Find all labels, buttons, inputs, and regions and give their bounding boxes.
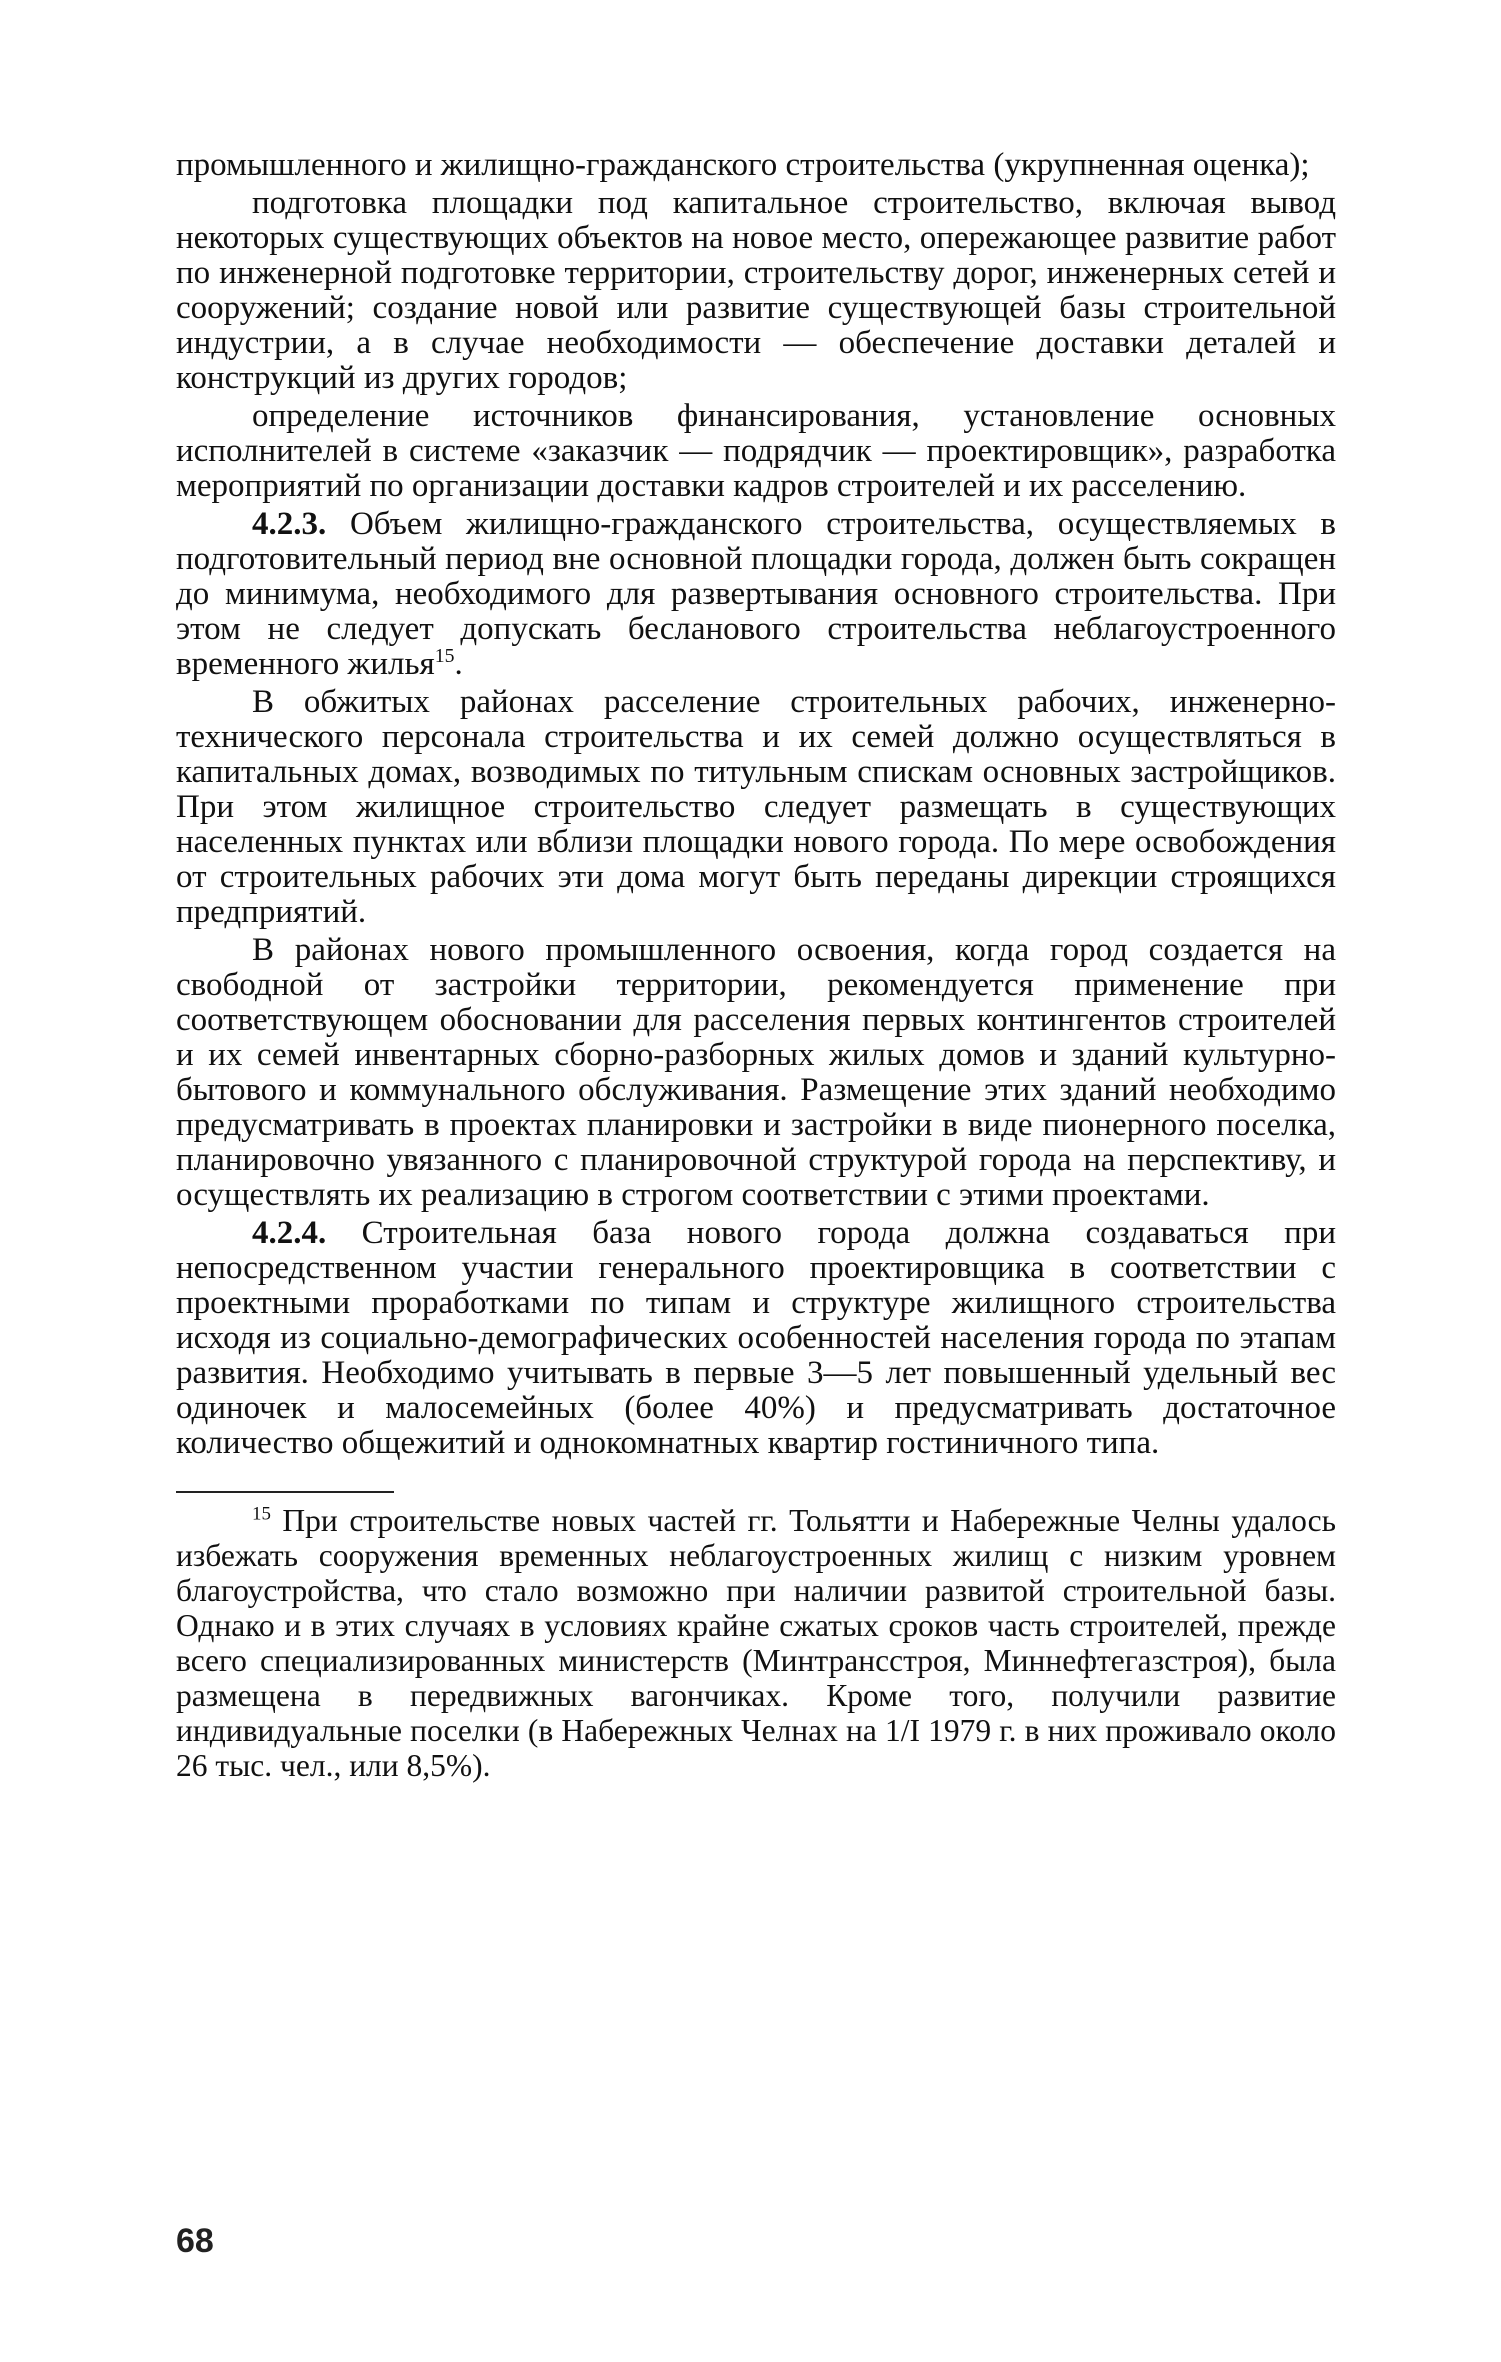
- paragraph-text: подготовка площадки под капитальное строительство, включая вывод некоторых существующих объектов на новое место, опережающее развитие работ по инженерной подготовке территории, строительству дорог, инженерных сетей и сооружений; создание новой или развитие существующей базы строительной индустрии, а в случае необходимости — обеспечение доставки деталей и конструкций из других городов;: [176, 185, 1336, 396]
- paragraph-text: Объем жилищно-гражданского строительства, осуществляемых в подготовительный период вне основной площадки города, должен быть сокращен до минимума, необходимого для развертывания основного строительства. При этом не следует допускать бесланового строительства неблагоустроенного временного жилья: [176, 506, 1336, 682]
- section-4-2-3: [176, 507, 1336, 682]
- paragraph-text: В обжитых районах расселение строительных рабочих, инженерно-технического персонала строительства и их семей должно осуществляться в капитальных домах, возводимых по титульным спискам основных застройщиков. При этом жилищное строительство следует размещать в существующих населенных пунктах или вблизи площадки нового города. По мере освобождения от строительных рабочих эти дома могут быть переданы дирекции строящихся предприятий.: [176, 684, 1336, 930]
- footnote-divider: [176, 1491, 394, 1493]
- paragraph-text: промышленного и жилищно-гражданского строительства (укрупненная оценка);: [176, 147, 1310, 183]
- footnote-text: При строительстве новых частей гг. Тольятти и Набережные Челны удалось избежать сооружения временных неблагоустроенных жилищ с низким уровнем благоустройства, что стало возможно при наличии развитой строительной базы. Однако и в этих случаях в условиях крайне сжатых сроков часть строителей, прежде всего специализированных министерств (Минтрансстроя, Миннефтегазстроя), была размещена в передвижных вагончиках. Кроме того, получили развитие индивидуальные поселки (в Набережных Челнах на 1/I 1979 г. в них проживало около 26 тыс. чел., или 8,5%).: [176, 1503, 1336, 1783]
- page-body: [176, 148, 1336, 1783]
- page-number: 68: [176, 2222, 214, 2260]
- paragraph-text-end: .: [454, 646, 463, 682]
- paragraph-text: определение источников финансирования, установление основных исполнителей в системе «заказчик — подрядчик — проектировщик», разработка мероприятий по организации доставки кадров строителей и их расселению.: [176, 398, 1336, 504]
- paragraph-new-areas: [176, 933, 1336, 1213]
- section-4-2-4: [176, 1216, 1336, 1461]
- paragraph-site-preparation: [176, 186, 1336, 396]
- paragraph-continued: [176, 148, 1336, 183]
- section-number: 4.2.3.: [252, 506, 327, 542]
- footnote-marker: 15: [252, 1503, 271, 1525]
- footnote: [176, 1503, 1336, 1783]
- paragraph-text: В районах нового промышленного освоения, когда город создается на свободной от застройки территории, рекомендуется применение при соответствующем обосновании для расселения первых контингентов строителей и их семей инвентарных сборно-разборных жилых домов и зданий культурно-бытового и коммунального обслуживания. Размещение этих зданий необходимо предусматривать в проектах планировки и застройки в виде пионерного поселка, планировочно увязанного с планировочной структурой города на перспективу, и осуществлять их реализацию в строгом соответствии с этими проектами.: [176, 932, 1336, 1213]
- footnote-reference[interactable]: 15: [434, 645, 455, 667]
- paragraph-financing: [176, 399, 1336, 504]
- section-number: 4.2.4.: [252, 1215, 327, 1251]
- paragraph-text: Строительная база нового города должна создаваться при непосредственном участии генерального проектировщика в соответствии с проектными проработками по типам и структуре жилищного строительства исходя из социально-демографических особенностей населения города по этапам развития. Необходимо учитывать в первые 3—5 лет повышенный удельный вес одиночек и малосемейных (более 40%) и предусматривать достаточное количество общежитий и однокомнатных квартир гостиничного типа.: [176, 1215, 1336, 1461]
- paragraph-settled-areas: [176, 685, 1336, 930]
